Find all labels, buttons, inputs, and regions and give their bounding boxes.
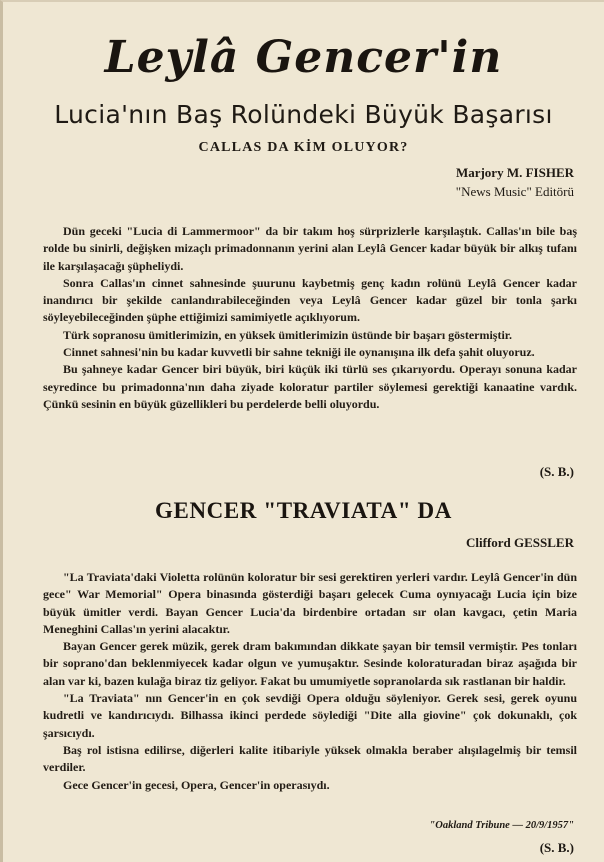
- article-2-paragraph: Baş rol istisna edilirse, diğerleri kalite itibariyle yüksek olmakla beraber alışılagelmiş bir temsil verdiler.: [43, 742, 577, 775]
- article-1-paragraph: Cinnet sahnesi'nin bu kadar kuvvetli bir sahne tekniği ile oynanışına ilk defa şahit oluyoruz.: [63, 345, 535, 360]
- page-subtitle: Lucia'nın Baş Rolündeki Büyük Başarısı: [54, 100, 553, 129]
- article-2-paragraph: Bayan Gencer gerek müzik, gerek dram bakımından dikkate şayan bir temsil vermiştir. Pes tonları bir soprano'dan beklenmiyecek kadar olgun ve yumuşaktır. Sesinde koloraturadan biraz aşağıda bir alan var ki, bazen kulağa biraz tiz geliyor. Fakat bu umumiyetle sopranolarda sık rastlanan bir haldir.: [43, 639, 577, 688]
- article-2-paragraph: "La Traviata" nın Gencer'in en çok sevdiği Opera olduğu söyleniyor. Gerek sesi, gerek oyunu kudretli ve kandırıcıydı. Bilhassa ikinci perdede söylediği "Dite alla giovine" çok dokunaklı, çok şarsıcıydı.: [43, 691, 577, 740]
- article-1-paragraph: Bu şahneye kadar Gencer biri büyük, biri küçük iki türlü ses çıkarıyordu. Operayı sonuna kadar seyredince bu primadonna'nın daha ziyade koloratur partiler söylemesi gerektiği kanaatine vardık. Çünkü sesinin en büyük güzellikleri bu perdelerde belli oluyordu.: [43, 362, 577, 411]
- author-name: Marjory M. FISHER: [455, 165, 574, 180]
- article-2-author: Clifford GESSLER: [466, 535, 574, 550]
- article-2-paragraph: "La Traviata'daki Violetta rolünün koloratur bir sesi gerektiren yerleri vardır. Leylâ Gencer'in dün gece" War Memorial" Opera binasında gösterdiği başarı gelecek Cuma oynıyacağı Lucia için bize büyük ümitler verdi. Bayan Gencer Lucia'da birdenbire ortadan sır olan kavgacı, çetin Maria Meneghini Callas'ın yerini alacaktır.: [43, 570, 577, 636]
- article-1-body: [43, 223, 577, 413]
- article-1-paragraph: Dün geceki "Lucia di Lammermoor" da bir takım hoş sürprizlerle karşılaştık. Callas'ın bile baş rolde bu sinirli, değişken mizaçlı primadonnanın yerini alan Leylâ Gencer kadar büyük bir alkış tufanı ile karşılaşacağı şüpheliydi.: [43, 224, 577, 273]
- article-2-source: "Oakland Tribune — 20/9/1957": [429, 820, 574, 831]
- article-1-paragraph: Türk sopranosu ümitlerimizin, en yüksek ümitlerimizin üstünde bir başarı göstermiştir.: [63, 327, 513, 342]
- page-title: Leylâ Gencer'in: [104, 32, 503, 83]
- article-2-paragraph: Gece Gencer'in gecesi, Opera, Gencer'in operasıydı.: [63, 777, 330, 792]
- article-1-paragraph: Sonra Callas'ın cinnet sahnesinde şuurunu kaybetmiş genç kadın rolünü Leylâ Gencer kadar inandırıcı bir şekilde canlandırabileceğinden veya Leylâ Gencer kadar güzel bir tonla şarkı söyleyebileceğinden şüphe ettiğimizi samimiyetle açıklıyorum.: [43, 275, 577, 325]
- article-1-signature: (S. B.): [539, 464, 574, 479]
- article-2-title: GENCER "TRAVIATA" DA: [155, 498, 452, 523]
- article-2-signature: (S. B.): [539, 840, 574, 855]
- author-role: "News Music" Editörü: [455, 184, 574, 199]
- article-2-body: [43, 569, 577, 794]
- kicker-headline: CALLAS DA KİM OLUYOR?: [198, 140, 409, 155]
